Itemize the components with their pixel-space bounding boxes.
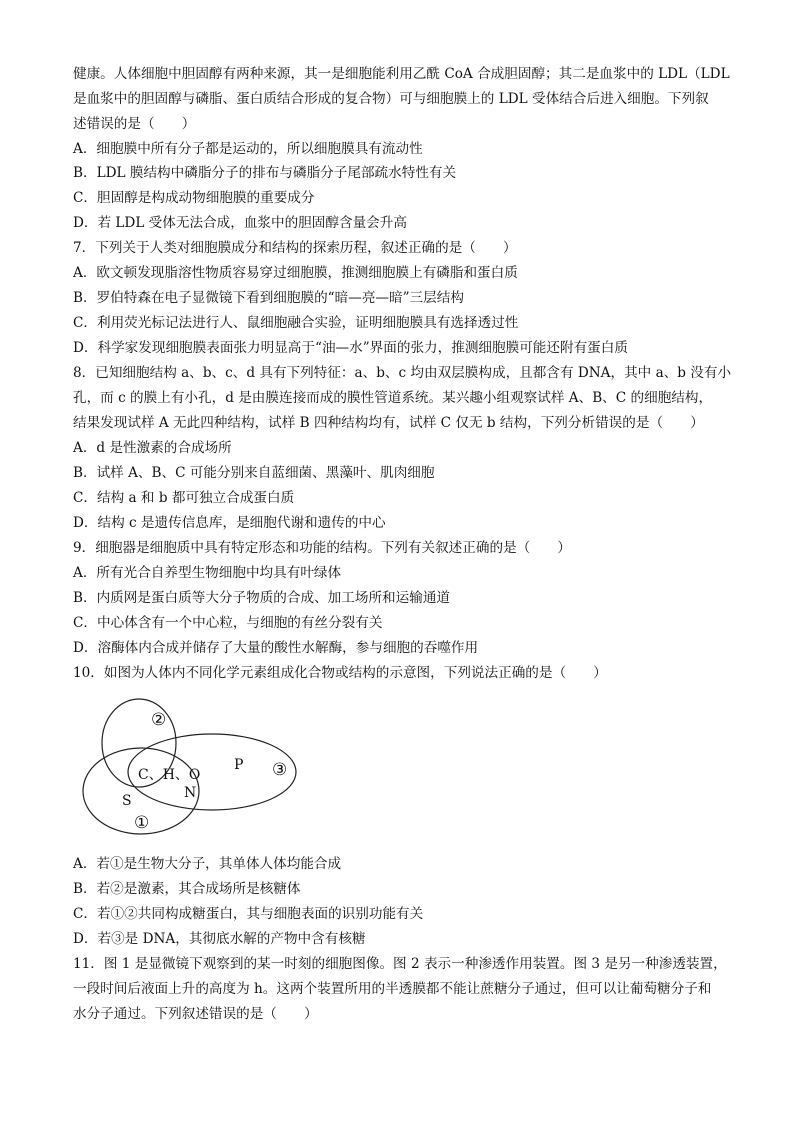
text-line: 孔，而 c 的膜上有小孔，d 是由膜连接而成的膜性管道系统。某兴趣小组观察试样 A、B、C 的细胞结构， <box>73 390 713 406</box>
option-line: C．胆固醇是构成动物细胞膜的重要成分 <box>73 190 315 206</box>
option-line: B．内质网是蛋白质等大分子物质的合成、加工场所和运输通道 <box>73 590 451 606</box>
venn-label-s: S <box>122 793 132 809</box>
option-line: B．LDL 膜结构中磷脂分子的排布与磷脂分子尾部疏水特性有关 <box>73 165 457 181</box>
text-line: 水分子通过。下列叙述错误的是（ ） <box>73 1006 318 1022</box>
option-line: D．若③是 DNA，其彻底水解的产物中含有核糖 <box>73 931 366 947</box>
option-line: D．科学家发现细胞膜表面张力明显高于“油—水”界面的张力，推测细胞膜可能还附有蛋白质 <box>73 340 628 356</box>
option-line: A．d 是性激素的合成场所 <box>73 440 232 456</box>
option-line: C．若①②共同构成糖蛋白，其与细胞表面的识别功能有关 <box>73 906 424 922</box>
option-line: C．结构 a 和 b 都可独立合成蛋白质 <box>73 490 295 506</box>
text-line: 健康。人体细胞中胆固醇有两种来源，其一是细胞能利用乙酰 CoA 合成胆固醇；其二是血浆中的 LDL（LDL <box>73 66 730 82</box>
option-line: D．若 LDL 受体无法合成，血浆中的胆固醇含量会升高 <box>73 215 407 231</box>
venn-label-center: C、H、O <box>138 767 201 783</box>
option-line: C．利用荧光标记法进行人、鼠细胞融合实验，证明细胞膜具有选择透过性 <box>73 315 519 331</box>
venn-label-3: ③ <box>272 760 288 780</box>
question-line: 8．已知细胞结构 a、b、c、d 具有下列特征：a、b、c 均由双层膜构成，且都含有 DNA，其中 a、b 没有小 <box>73 365 732 381</box>
venn-diagram <box>82 697 288 837</box>
option-line: C．中心体含有一个中心粒，与细胞的有丝分裂有关 <box>73 615 383 631</box>
text-line: 结果发现试样 A 无此四种结构，试样 B 四种结构均有，试样 C 仅无 b 结构，下列分析错误的是（ ） <box>73 415 704 431</box>
option-line: B．试样 A、B、C 可能分别来自蓝细菌、黑藻叶、肌肉细胞 <box>73 465 435 481</box>
question-line: 7．下列关于人类对细胞膜成分和结构的探索历程，叙述正确的是（ ） <box>73 240 517 256</box>
question-line: 10．如图为人体内不同化学元素组成化合物或结构的示意图，下列说法正确的是（ ） <box>73 665 607 681</box>
text-line: 一段时间后液面上升的高度为 h。这两个装置所用的半透膜都不能让蔗糖分子通过，但可以让葡萄糖分子和 <box>73 981 712 997</box>
option-line: D．溶酶体内合成并储存了大量的酸性水解酶，参与细胞的吞噬作用 <box>73 640 479 656</box>
question-line: 11．图 1 是显微镜下观察到的某一时刻的细胞图像。图 2 表示一种渗透作用装置。图 3 是另一种渗透装置， <box>73 956 727 972</box>
venn-label-1: ① <box>134 813 150 833</box>
option-line: A．所有光合自养型生物细胞中均具有叶绿体 <box>73 565 342 581</box>
text-line: 是血浆中的胆固醇与磷脂、蛋白质结合形成的复合物）可与细胞膜上的 LDL 受体结合后进入细胞。下列叙 <box>73 91 709 107</box>
option-line: A．欧文顿发现脂溶性物质容易穿过细胞膜，推测细胞膜上有磷脂和蛋白质 <box>73 265 518 281</box>
option-line: B．若②是激素，其合成场所是核糖体 <box>73 881 301 897</box>
text-line: 述错误的是（ ） <box>73 116 196 132</box>
venn-label-n: N <box>184 785 197 801</box>
venn-label-p: P <box>234 757 244 773</box>
option-line: B．罗伯特森在电子显微镜下看到细胞膜的“暗—亮—暗”三层结构 <box>73 290 464 306</box>
option-line: D．结构 c 是遗传信息库，是细胞代谢和遗传的中心 <box>73 515 386 531</box>
option-line: A．细胞膜中所有分子都是运动的，所以细胞膜具有流动性 <box>73 141 423 157</box>
option-line: A．若①是生物大分子，其单体人体均能合成 <box>73 856 342 872</box>
question-line: 9．细胞器是细胞质中具有特定形态和功能的结构。下列有关叙述正确的是（ ） <box>73 540 572 556</box>
venn-label-2: ② <box>151 710 167 730</box>
